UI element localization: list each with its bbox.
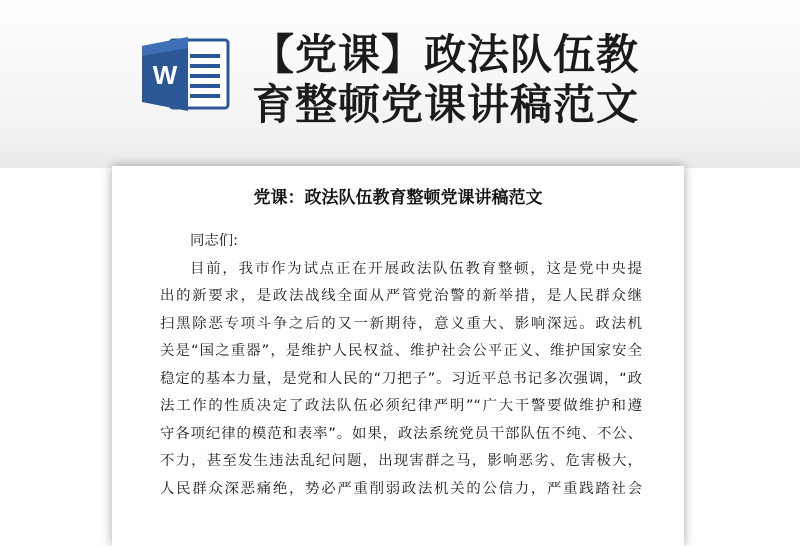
document-body (160, 228, 642, 503)
document-page (112, 166, 684, 546)
headline-line-2: 育整顿党课讲稿范文 (252, 80, 640, 129)
page-headline (252, 30, 692, 130)
body-line: 扫黑除恶专项斗争之后的又一新期待，意义重大、影响深远。政法机 (160, 315, 642, 332)
word-document-icon (140, 34, 232, 114)
word-icon-letter: W (152, 60, 178, 90)
body-line: 法工作的性质决定了政法队伍必须纪律严明”“广大干警要做维护和遵 (160, 398, 642, 414)
salutation: 同志们: (190, 233, 239, 249)
body-line: 关是“国之重器”，是维护人民权益、维护社会公平正义、维护国家安全 (160, 343, 642, 359)
body-line: 稳定的基本力量，是党和人民的“刀把子”。习近平总书记多次强调，“政 (160, 370, 642, 387)
body-line: 守各项纪律的模范和表率”。如果，政法系统党员干部队伍不纯、不公、 (160, 425, 642, 442)
body-line: 不力，甚至发生违法乱纪问题，出现害群之马，影响恶劣、危害极大， (160, 453, 642, 469)
body-line: 人民群众深恶痛绝，势必严重削弱政法机关的公信力，严重践踏社会 (160, 480, 642, 497)
body-line: 目前，我市作为试点正在开展政法队伍教育整顿，这是党中央提 (190, 260, 642, 277)
headline-line-1: 【党课】政法队伍教 (252, 30, 640, 79)
document-title: 党课：政法队伍教育整顿党课讲稿范文 (253, 188, 543, 208)
body-line: 出的新要求，是政法战线全面从严管党治警的新举措，是人民群众继 (160, 288, 642, 304)
